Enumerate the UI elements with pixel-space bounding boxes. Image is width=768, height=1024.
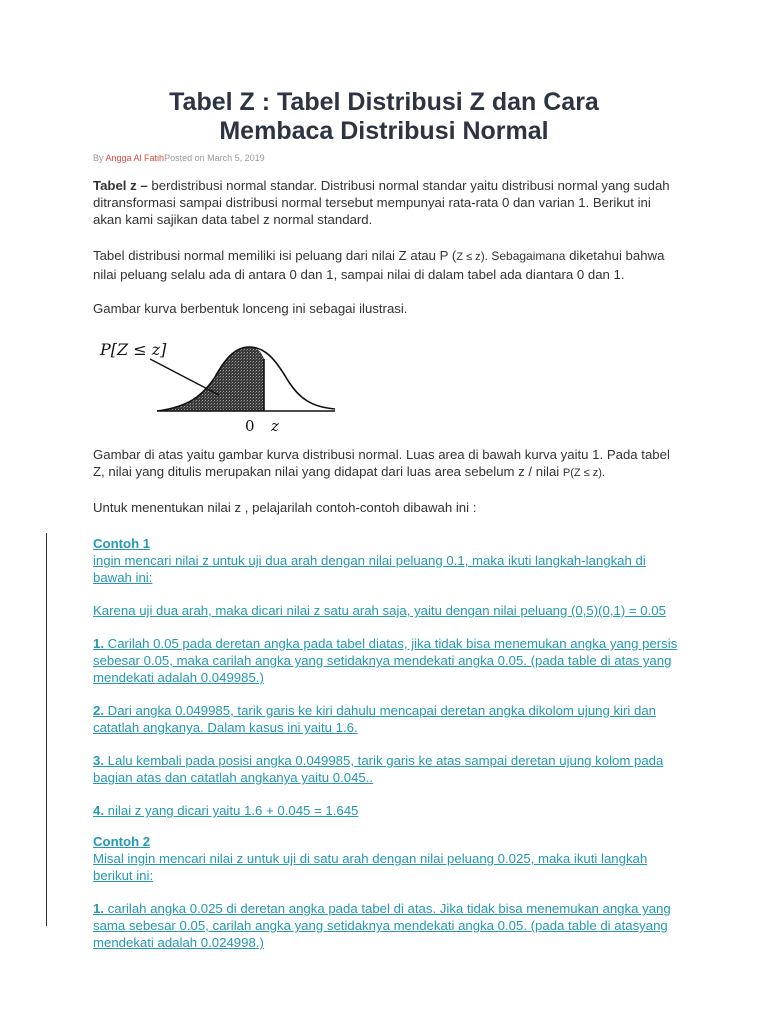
author-link[interactable]: Angga Al Fatih <box>105 153 165 163</box>
z-label: z <box>271 417 279 435</box>
byline <box>93 153 265 163</box>
posted-date: Posted on March 5, 2019 <box>164 153 265 163</box>
byline-by: By <box>93 153 106 163</box>
step-text-link[interactable]: Dari angka 0.049985, tarik garis ke kiri dahulu mencapai deretan angka dikolom ujung kiri dan catatlah angkanya. Dalam kasus ini yaitu 1.6. <box>93 703 657 735</box>
contoh1-step-4 <box>93 802 683 819</box>
step-text-link[interactable]: Carilah 0.05 pada deretan angka pada tabel diatas, jika tidak bisa menemukan angka yang persis sebesar 0.05, maka carilah angka yang setidaknya mendekati angka 0.05. (pada table di atas yang mendekati adalah 0.049985.) <box>93 636 678 685</box>
step-number[interactable]: 3. <box>93 753 104 768</box>
article-title-line2: Membaca Distribusi Normal <box>219 117 549 145</box>
contoh1-intro <box>93 535 683 586</box>
para2-after: ). Sebagaimana <box>480 249 566 263</box>
step-number[interactable]: 2. <box>93 703 104 718</box>
step-text-link[interactable]: carilah angka 0.025 di deretan angka pada tabel di atas. Jika tidak bisa menemukan angka yang sama sebesar 0.05, carilah angka yang setidaknya mendekati angka 0.05. (pada table di atasyang mendekati adalah 0.024998.) <box>93 901 671 950</box>
step-text-link[interactable]: Lalu kembali pada posisi angka 0.049985, tarik garis ke atas sampai deretan ujung kolom pada bagian atas dan catatlah angkanya yaitu 0.045.. <box>93 753 664 785</box>
step-number[interactable]: 4. <box>93 803 104 818</box>
step-number[interactable]: 1. <box>93 636 104 651</box>
para2-before: Tabel distribusi normal memiliki isi peluang dari nilai Z atau P ( <box>93 248 457 263</box>
step-text-link[interactable]: nilai z yang dicari yaitu 1.6 + 0.045 = 1.645 <box>104 803 359 818</box>
contoh2-heading[interactable]: Contoh 2 <box>93 834 151 849</box>
contoh2-intro-link[interactable]: Misal ingin mencari nilai z untuk uji di satu arah dengan nilai peluang 0.025, maka ikuti langkah berikut ini: <box>93 851 648 883</box>
example-blockquote <box>93 535 683 951</box>
contoh1-heading[interactable]: Contoh 1 <box>93 536 151 551</box>
intro-bold: Tabel z – <box>93 178 148 193</box>
para2-rest: diketahui bahwa nilai peluang selalu ada di antara 0 dan 1, sampai nilai di dalam tabel ada diantara 0 dan 1. <box>93 248 665 282</box>
intro-paragraph <box>93 177 683 228</box>
shaded-area <box>157 347 264 411</box>
intro-text: berdistribusi normal standar. Distribusi normal standar yaitu distribusi normal yang sudah ditransformasi sampai distribusi normal tersebut mempunyai rata-rata 0 dan varian 1. Berikut ini akan kami sajikan data tabel z normal standard. <box>93 178 670 227</box>
zero-label: 0 <box>245 417 255 435</box>
contoh1-step-2 <box>93 702 683 736</box>
label-pointer <box>150 359 219 395</box>
para2-symbol: Z ≤ z <box>456 251 481 263</box>
para4-symbol: P(Z ≤ z). <box>562 467 605 479</box>
blockquote-border <box>46 533 47 926</box>
probability-label: P[Z ≤ z] <box>100 340 167 359</box>
contoh2-step-1 <box>93 900 683 951</box>
step-number[interactable]: 1. <box>93 901 104 916</box>
paragraph-ilustrasi: Gambar kurva berbentuk lonceng ini sebagai ilustrasi. <box>93 301 408 316</box>
contoh1-step-1 <box>93 635 683 686</box>
contoh1-step-3 <box>93 752 683 786</box>
contoh2-intro <box>93 833 683 884</box>
paragraph-contoh-intro: Untuk menentukan nilai z , pelajarilah contoh-contoh dibawah ini : <box>93 500 477 515</box>
contoh1-intro-link[interactable]: ingin mencari nilai z untuk uji dua arah dengan nilai peluang 0.1, maka ikuti langkah-langkah di bawah ini: <box>93 553 646 585</box>
paragraph-peluang <box>93 247 683 283</box>
paragraph-kurva <box>93 446 683 482</box>
contoh1-note <box>93 602 683 619</box>
para4-text: Gambar di atas yaitu gambar kurva distribusi normal. Luas area di bawah kurva yaitu 1. Pada tabel Z, nilai yang ditulis merupakan nilai yang didapat dari luas area sebelum z / nilai <box>93 447 670 479</box>
contoh1-note-link[interactable]: Karena uji dua arah, maka dicari nilai z satu arah saja, yaitu dengan nilai peluang (0,5)(0,1) = 0.05 <box>93 603 666 618</box>
article-body <box>93 177 683 967</box>
article-title-line1: Tabel Z : Tabel Distribusi Z dan Cara <box>169 88 599 116</box>
article-title <box>60 88 708 146</box>
bell-curve-figure <box>97 337 335 435</box>
